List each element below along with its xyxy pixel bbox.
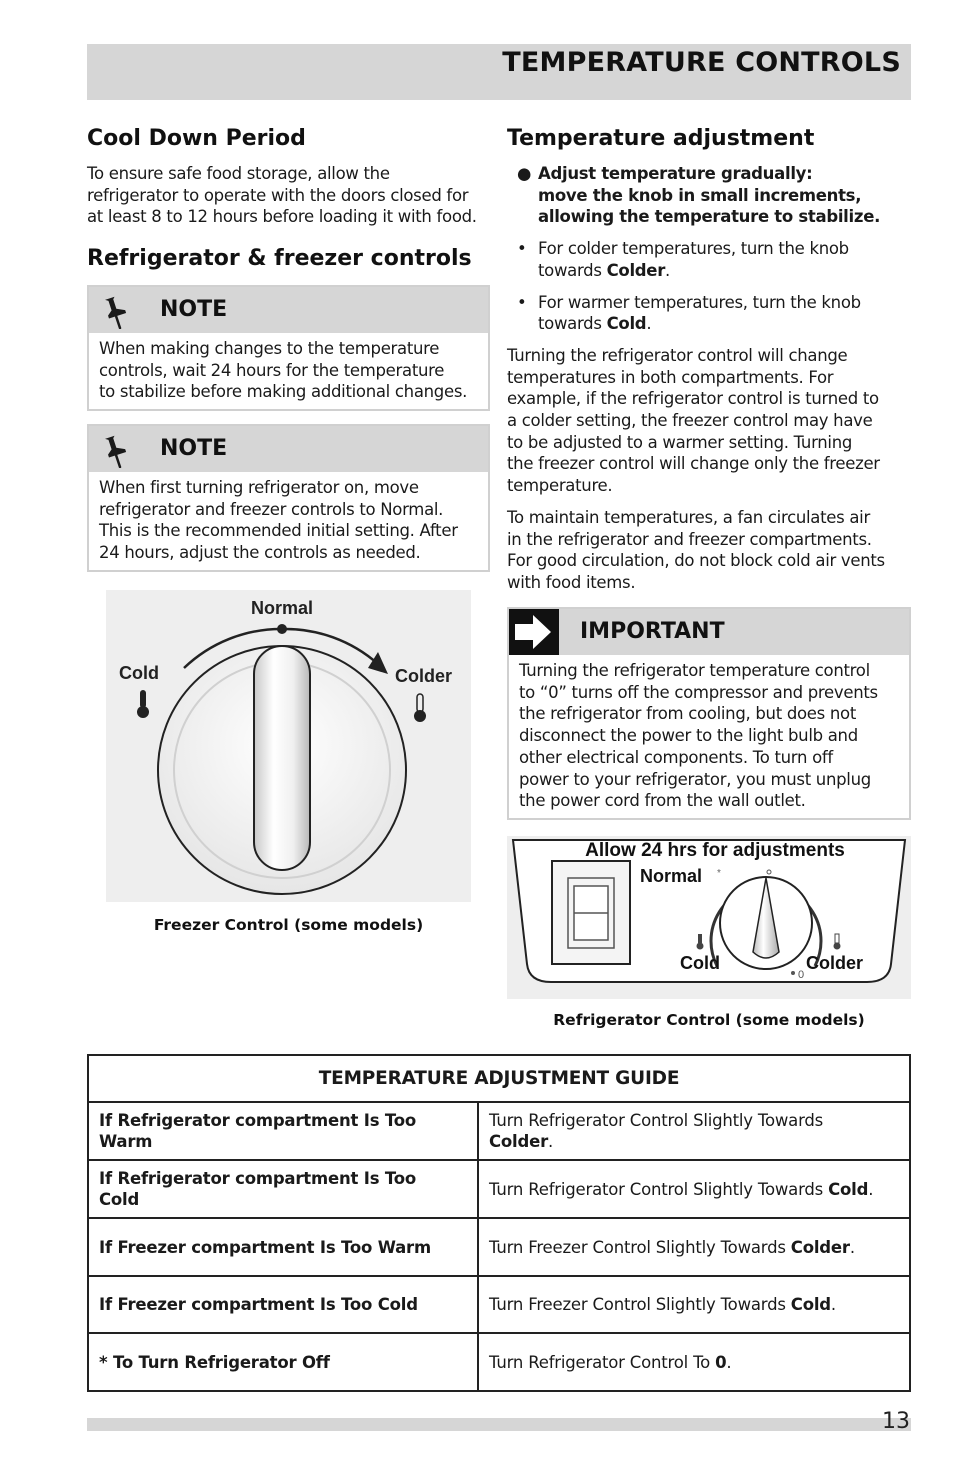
note-header — [89, 287, 488, 333]
cool-down-text: To ensure safe food storage, allow the refrigerator to operate with the doors closed for at least 8 to 12 hours before loading it with food. — [87, 164, 477, 227]
left-column — [87, 125, 490, 934]
table-row — [88, 1333, 910, 1391]
action-cell: Turn Freezer Control Slightly Towards Cold. — [478, 1276, 910, 1333]
important-box — [507, 607, 911, 820]
panel-cold-text: Cold — [680, 953, 720, 973]
condition-cell: If Freezer compartment Is Too Warm — [88, 1218, 478, 1276]
action-cell: Turn Refrigerator Control To 0. — [478, 1333, 910, 1391]
dial-label-normal: Normal — [250, 598, 314, 618]
action-cell: Turn Refrigerator Control Slightly Towards Colder. — [478, 1102, 910, 1160]
note-text: When first turning refrigerator on, move refrigerator and freezer controls to Normal. This is the recommended initial setting. After 24 hours, adjust the controls as needed. — [99, 478, 458, 563]
action-cell: Turn Freezer Control Slightly Towards Colder. — [478, 1218, 910, 1276]
panel-star: * — [717, 868, 721, 879]
page-title: TEMPERATURE CONTROLS — [502, 47, 901, 78]
condition-cell: * To Turn Refrigerator Off — [88, 1333, 478, 1391]
condition-cell: If Freezer compartment Is Too Cold — [88, 1276, 478, 1333]
table-row — [88, 1276, 910, 1333]
table-row — [88, 1102, 910, 1160]
note-box-2 — [87, 424, 490, 572]
footer-bar — [87, 1418, 911, 1431]
compartment-text: Turning the refrigerator control will change temperatures in both compartments. For example, if the refrigerator control is turned to a colder setting, the freezer control may have to be adjusted to a warmer setting. Turning the freezer control will change only the freezer temperature. — [507, 345, 880, 496]
note-box-1 — [87, 285, 490, 411]
panel-normal-text: Normal — [640, 866, 703, 886]
temp-adjust-heading: Temperature adjustment — [507, 126, 815, 151]
fan-text: To maintain temperatures, a fan circulates air in the refrigerator and freezer compartments. For good circulation, do not block cold air vents with food items. — [507, 507, 885, 592]
pushpin-icon — [103, 434, 133, 468]
controls-heading: Refrigerator & freezer controls — [87, 246, 472, 272]
panel-zero-text: 0 — [798, 969, 805, 981]
important-header — [509, 609, 909, 655]
page-number: 13 — [882, 1409, 910, 1434]
arrow-right-icon — [509, 609, 559, 655]
note-label: NOTE — [160, 297, 228, 322]
important-label: IMPORTANT — [580, 619, 725, 644]
right-column — [507, 125, 911, 1029]
freezer-control-dial — [106, 590, 471, 902]
dial-label-cold: Cold — [119, 663, 159, 683]
bullet-item: ● Adjust temperature gradually: move the knob in small increments, allowing the temperature to stabilize. — [517, 164, 881, 227]
table-header-row — [88, 1055, 910, 1102]
important-text: Turning the refrigerator temperature control to “0” turns off the compressor and prevents the refrigerator from cooling, but does not disconnect the power to the light bulb and other electrical components. To turn off power to your refrigerator, you must unplug the power cord from the wall outlet. — [519, 661, 878, 811]
note-text: When making changes to the temperature controls, wait 24 hours for the temperature to stabilize before making additional changes. — [99, 339, 468, 402]
freezer-caption: Freezer Control (some models) — [153, 916, 424, 934]
panel-colder-text: Colder — [806, 953, 864, 973]
refrigerator-control-panel — [507, 836, 911, 999]
arrow-icon — [509, 609, 559, 655]
dial-label-colder: Colder — [395, 666, 453, 686]
note-label: NOTE — [160, 436, 228, 461]
adjust-bullets — [507, 163, 911, 335]
panel-allow-text: Allow 24 hrs for adjustments — [585, 840, 845, 861]
temperature-guide-table — [87, 1054, 911, 1392]
table-row — [88, 1160, 910, 1218]
table-title: TEMPERATURE ADJUSTMENT GUIDE — [88, 1055, 910, 1102]
bullet-item: • For colder temperatures, turn the knob towards Colder. — [517, 239, 849, 280]
dial-knob — [254, 646, 310, 870]
refrigerator-caption: Refrigerator Control (some models) — [553, 1011, 865, 1029]
pushpin-icon — [103, 295, 133, 329]
condition-cell: If Refrigerator compartment Is Too Warm — [88, 1102, 478, 1160]
cool-down-heading: Cool Down Period — [87, 126, 306, 151]
table-row — [88, 1218, 910, 1276]
note-header — [89, 426, 488, 472]
header-bar — [87, 44, 911, 100]
bullet-item: • For warmer temperatures, turn the knob towards Cold. — [517, 292, 861, 334]
normal-dot — [277, 624, 287, 634]
condition-cell: If Refrigerator compartment Is Too Cold — [88, 1160, 478, 1218]
action-cell: Turn Refrigerator Control Slightly Towards Cold. — [478, 1160, 910, 1218]
